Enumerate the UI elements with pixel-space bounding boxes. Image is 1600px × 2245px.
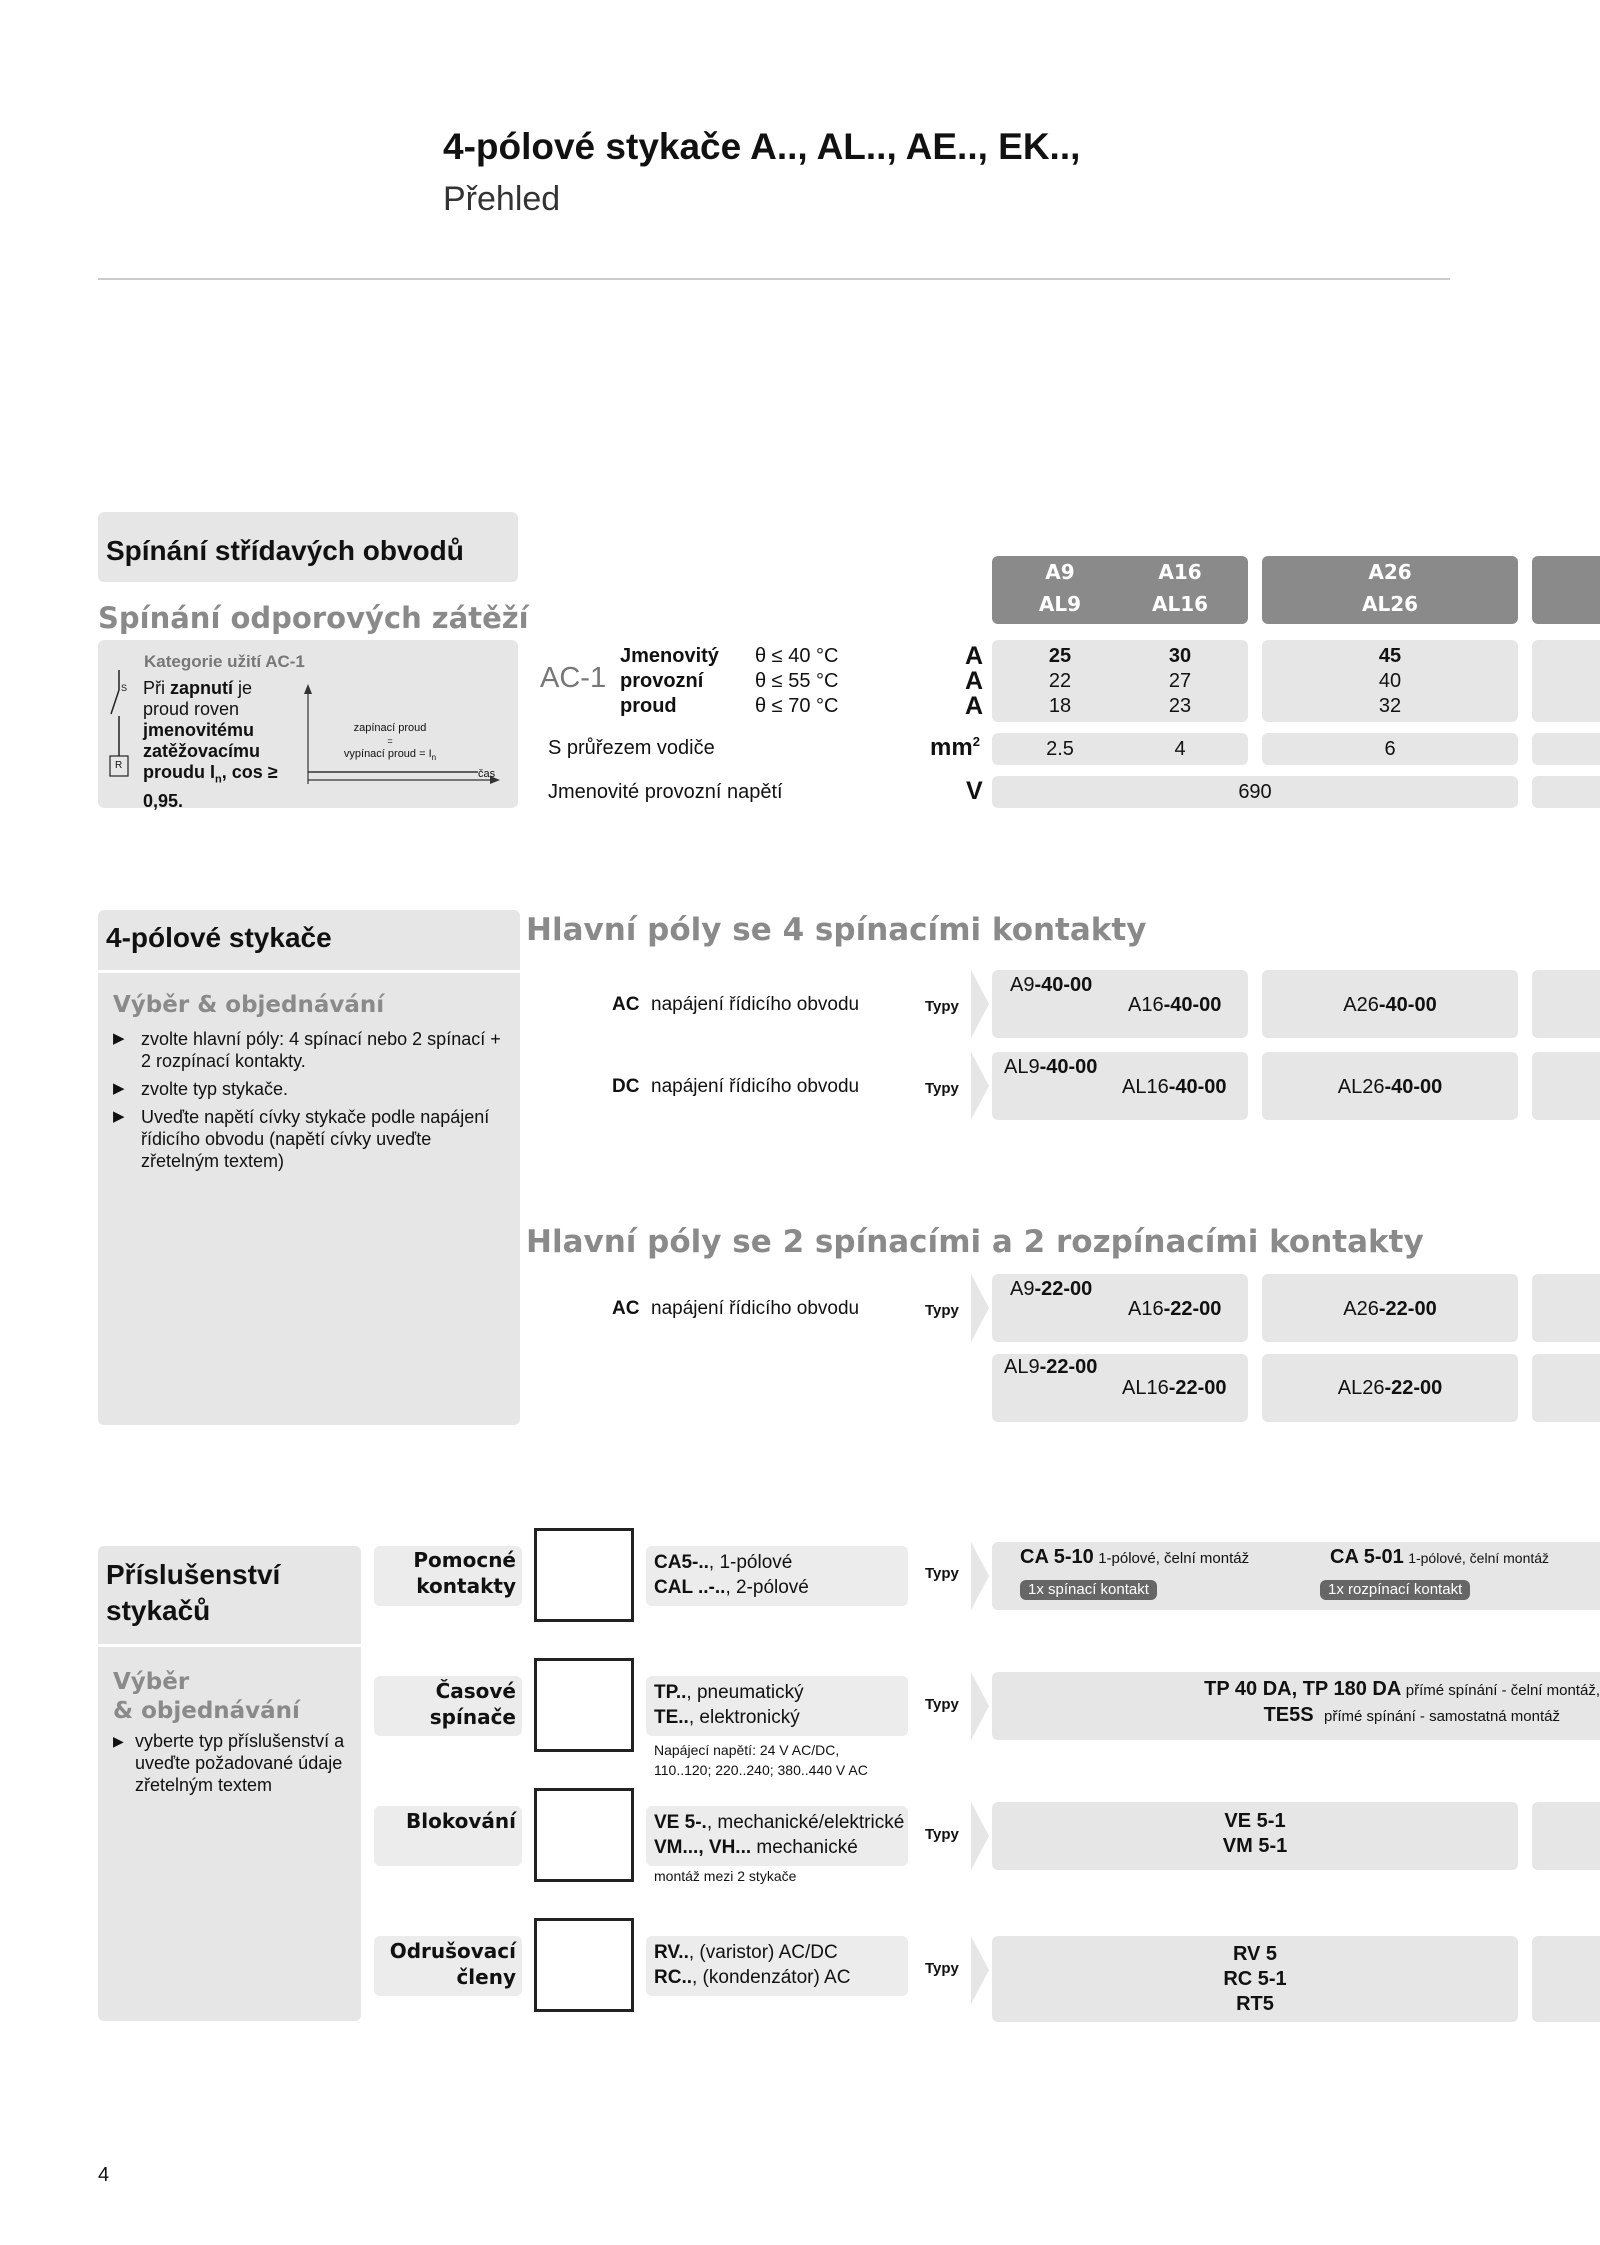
type-suffix: -40-00 [1378,994,1437,1016]
accessories-divider [98,1644,361,1647]
current-value: 22 [1048,670,1072,692]
timer-types: Typy [925,1696,959,1713]
lock-note: montáž mezi 2 stykače [654,1868,797,1884]
type-code [1010,1278,1092,1301]
desc-word: ≥ 0,95. [143,762,278,811]
supp-desc-text: , (varistor) AC/DC [688,1942,838,1963]
row40dc-types: Typy [925,1080,959,1097]
type-code [1262,1298,1518,1321]
type-prefix: A16 [1128,994,1164,1016]
type-code [1128,994,1221,1017]
row40dc-dc: DC [612,1076,640,1097]
timer-type-1 [1000,1678,1600,1701]
lock-label: Blokování [406,1809,516,1833]
accessories-bullet [113,1730,353,1796]
type-prefix: AL16 [1122,1377,1169,1399]
desc-word: jmenovitému zatěžovacímu proudu [143,720,261,782]
diagram-off-sub: n [431,753,437,763]
lock-type-2: VM 5-1 [1222,1835,1288,1857]
accessories-sub [113,1668,300,1726]
type-prefix: AL9 [1004,1356,1040,1378]
supp-desc-bold: RV.. [654,1942,689,1963]
lock-type-1: VE 5-1 [1224,1810,1286,1832]
type-code [1262,1377,1518,1400]
timer-note-line: 110..120; 220..240; 380..440 V AC [654,1762,868,1778]
lock-desc-text: , mechanické/elektrické [706,1812,905,1833]
lock-arrow [971,1802,989,1870]
timer-desc-line [654,1680,804,1705]
header-divider [98,278,1450,280]
aux-desc-line [654,1550,809,1575]
timer-desc [654,1680,804,1730]
cross-value: 6 [1384,738,1396,760]
rated-label-2: provozní [620,670,704,692]
type-code [1122,1076,1227,1099]
timer-image-box [534,1658,634,1752]
lock-desc-line [654,1835,904,1860]
type-suffix: -22-00 [1378,1298,1437,1320]
switch-s-label: S [121,683,128,693]
type-prefix: A16 [1128,1298,1164,1320]
supp-desc-line [654,1965,850,1990]
timer-type-code: TE5S [1263,1704,1314,1726]
category-label: Kategorie užití AC-1 [144,652,305,671]
type-suffix: -22-00 [1039,1356,1098,1378]
supp-label [374,1938,516,1990]
unit-a-2: A [965,667,984,695]
type-suffix: -40-00 [1163,994,1222,1016]
aux-type-code: CA 5-01 [1330,1546,1404,1568]
type-suffix: -40-00 [1168,1076,1227,1098]
row40ac-arrow [971,970,989,1038]
bullet-item [113,1106,508,1172]
type-prefix: AL16 [1122,1076,1169,1098]
aux-desc-text: , 2-pólové [725,1577,809,1598]
aux-arrow [971,1542,989,1610]
supp-types: Typy [925,1960,959,1977]
diagram-off-text: vypínací proud = I [343,748,432,760]
cross-value: 4 [1174,738,1186,760]
row22ac-types: Typy [925,1302,959,1319]
lock-types-more [1532,1802,1600,1870]
bullet-icon: ▶ [113,1030,125,1047]
supp-desc [654,1940,850,1990]
four-pole-bullets [113,1028,508,1172]
timer-desc-text: , pneumatický [686,1682,804,1703]
type-code [1262,994,1518,1017]
lock-desc-bold: VM..., VH... [654,1837,752,1858]
current-value: 45 [1378,645,1402,667]
page-title: 4-pólové stykače A.., AL.., AE.., EK.., [443,126,1081,167]
category-desc [143,678,293,812]
type-code [1262,1076,1518,1099]
temp-2: θ ≤ 55 °C [755,670,839,692]
ac-subheading: Spínání odporových zátěží [98,601,529,635]
timer-note [654,1740,868,1780]
type-prefix: AL26 [1337,1377,1385,1399]
supp-types-more [1532,1936,1600,2022]
heading-22: Hlavní póly se 2 spínacími a 2 rozpínacími kontakty [526,1224,1424,1260]
aux-desc-line [654,1575,809,1600]
row40dc-arrow [971,1052,989,1120]
aux-type-2 [1330,1546,1549,1569]
col2-bot: AL16 [1151,592,1209,616]
timer-desc-bold: TE.. [654,1707,689,1728]
current-value: 27 [1168,670,1192,692]
supp-label-line: Odrušovací [389,1939,516,1963]
aux-desc-bold: CAL ..-.. [654,1577,726,1598]
aux-label [374,1547,516,1599]
col3-top: A26 [1368,560,1412,584]
cross-value: 2.5 [1046,738,1074,760]
temp-3: θ ≤ 70 °C [755,695,839,717]
ac-heading: Spínání střídavých obvodů [106,535,464,566]
type-suffix: -22-00 [1034,1278,1093,1300]
ac1-label: AC-1 [540,662,607,694]
timer-desc-text: , elektronický [688,1707,800,1728]
desc-word: Při [143,678,165,698]
accessories-heading-line: Příslušenství [106,1559,281,1590]
aux-desc [654,1550,809,1600]
voltage-label: Jmenovité provozní napětí [548,781,783,803]
accessories-heading [106,1557,280,1629]
current-value: 32 [1378,695,1402,717]
bullet-text: zvolte hlavní póly: 4 spínací nebo 2 spínací + 2 rozpínací kontakty. [141,1029,501,1071]
lock-image-box [534,1788,634,1882]
conductor-label: S průřezem vodiče [548,737,715,759]
cross-cell-3 [1532,733,1600,765]
aux-types: Typy [925,1565,959,1582]
aux-label-line: kontakty [416,1574,516,1598]
aux-tag: 1x spínací kontakt [1020,1580,1157,1600]
aux-label-line: Pomocné [413,1548,516,1572]
four-pole-heading: 4-pólové stykače [106,922,332,953]
row22ac-supply: napájení řídicího obvodu [651,1298,860,1319]
aux-type-2-tag [1320,1580,1470,1600]
supp-desc-text: , (kondenzátor) AC [692,1967,851,1988]
desc-sub: n [215,773,222,786]
diagram-time-label: čas [478,768,496,780]
row40dc-supply: napájení řídicího obvodu [651,1076,860,1097]
supp-type-2: RC 5-1 [1223,1968,1287,1990]
type-suffix: -22-00 [1163,1298,1222,1320]
current-value: 23 [1168,695,1192,717]
timer-note-line: Napájecí napětí: 24 V AC/DC, [654,1742,840,1758]
col2-top: A16 [1158,560,1202,584]
type-code [1004,1056,1097,1079]
rated-label-3: proud [620,695,677,717]
unit-a-1: A [965,642,984,670]
lock-desc-bold: VE 5-. [654,1812,707,1833]
page-number: 4 [98,2164,110,2186]
lock-desc-line [654,1810,904,1835]
timer-label-line: spínače [429,1705,516,1729]
timer-arrow [971,1672,989,1740]
type-code [1010,974,1092,997]
type-prefix: A9 [1010,974,1035,996]
four-pole-sub: Výběr & objednávání [113,992,385,1018]
supp-type-1: RV 5 [1232,1943,1278,1965]
bullet-text: vyberte typ příslušenství a uveďte požadované údaje zřetelným textem [135,1731,345,1795]
aux-type-text: 1-pólové, čelní montáž [1098,1550,1250,1567]
aux-desc-bold: CA5-.. [654,1552,709,1573]
col3-bot: AL26 [1361,592,1419,616]
temp-1: θ ≤ 40 °C [755,645,839,667]
lock-desc [654,1810,904,1860]
desc-word: I [210,762,216,782]
lock-desc-text: mechanické [751,1837,858,1858]
bullet-item [113,1028,508,1072]
aux-type-1 [1020,1546,1249,1569]
current-value: 30 [1168,645,1192,667]
type-prefix: AL26 [1337,1076,1385,1098]
supp-image-box [534,1918,634,2012]
accessories-sub-line: & objednávání [113,1698,300,1724]
type-code [1128,1298,1221,1321]
aux-image-box [534,1528,634,1622]
current-value: 25 [1048,645,1072,667]
unit-a-3: A [965,692,984,720]
col1-top: A9 [1045,560,1075,584]
desc-word: zapnutí [170,678,234,698]
timer-type-code: TP 40 DA, TP 180 DA [1204,1678,1402,1700]
type-suffix: -40-00 [1034,974,1093,996]
desc-word: je proud roven [143,678,253,719]
rated-label-1: Jmenovitý [620,645,719,667]
row40ac-types: Typy [925,998,959,1015]
type-suffix: -40-00 [1384,1076,1443,1098]
lock-types: Typy [925,1826,959,1843]
row40dc-cell-3 [1532,1052,1600,1120]
timer-type-text: přímé spínání - samostatná montáž [1324,1708,1560,1725]
accessories-sub-line: Výběr [113,1669,190,1695]
aux-tag: 1x rozpínací kontakt [1320,1580,1470,1600]
aux-type-1-tag [1020,1580,1157,1600]
type-prefix: A26 [1343,1298,1379,1320]
timer-label-line: Časové [435,1679,516,1703]
type-prefix: A9 [1010,1278,1035,1300]
supp-desc-line [654,1940,850,1965]
col1-bot: AL9 [1038,592,1082,616]
type-prefix: A26 [1343,994,1379,1016]
type-suffix: -22-00 [1168,1377,1227,1399]
col-header-more [1532,556,1600,624]
timer-label [374,1678,516,1730]
type-prefix: AL9 [1004,1056,1040,1078]
desc-word: , cos [221,762,263,782]
current-cell-3 [1532,640,1600,722]
four-pole-divider [98,970,520,973]
aux-desc-text: , 1-pólové [708,1552,793,1573]
diagram-on-label: zapínací proud [353,722,427,734]
type-suffix: -22-00 [1384,1377,1443,1399]
timer-type-text: přímé spínání - čelní montáž, [1405,1682,1600,1699]
row22al-cell-3 [1532,1354,1600,1422]
row40ac-ac: AC [612,994,640,1015]
timer-desc-bold: TP.. [654,1682,687,1703]
current-value: 18 [1048,695,1072,717]
type-code [1004,1356,1097,1379]
row40ac-cell-3 [1532,970,1600,1038]
row22ac-arrow [971,1274,989,1342]
bullet-text: zvolte typ stykače. [141,1079,289,1099]
row22ac-ac: AC [612,1298,640,1319]
current-value: 40 [1378,670,1402,692]
supp-desc-bold: RC.. [654,1967,692,1988]
type-suffix: -40-00 [1039,1056,1098,1078]
aux-type-text: 1-pólové, čelní montáž [1408,1550,1550,1566]
supp-label-line: členy [456,1965,516,1989]
bullet-icon: ▶ [113,1108,125,1125]
unit-mm [930,734,980,762]
bullet-icon: ▶ [113,1733,124,1749]
row22ac-cell-3 [1532,1274,1600,1342]
unit-mm-text: mm [930,734,973,761]
unit-v: V [966,777,983,805]
type-code [1122,1377,1227,1400]
bullet-icon: ▶ [113,1080,125,1097]
volt-cell-more [1532,776,1600,808]
diagram-off-label [320,748,460,762]
aux-type-code: CA 5-10 [1020,1546,1094,1568]
bullet-item [113,1078,508,1100]
timer-type-2 [1000,1704,1560,1727]
supp-type-3: RT5 [1236,1993,1274,2015]
bullet-text: Uveďte napětí cívky stykače podle napájení řídicího obvodu (napětí cívky uveďte zřetelným textem) [141,1107,490,1171]
accessories-heading-line: stykačů [106,1595,211,1626]
row40ac-supply: napájení řídicího obvodu [651,994,860,1015]
switch-r-label: R [115,760,123,771]
unit-mm-sup: 2 [972,734,980,749]
diagram-eq-label: = [387,736,393,746]
volt-value: 690 [1238,781,1272,803]
page-subtitle: Přehled [443,180,561,218]
timer-desc-line [654,1705,804,1730]
supp-arrow [971,1936,989,2004]
heading-40: Hlavní póly se 4 spínacími kontakty [526,912,1147,948]
